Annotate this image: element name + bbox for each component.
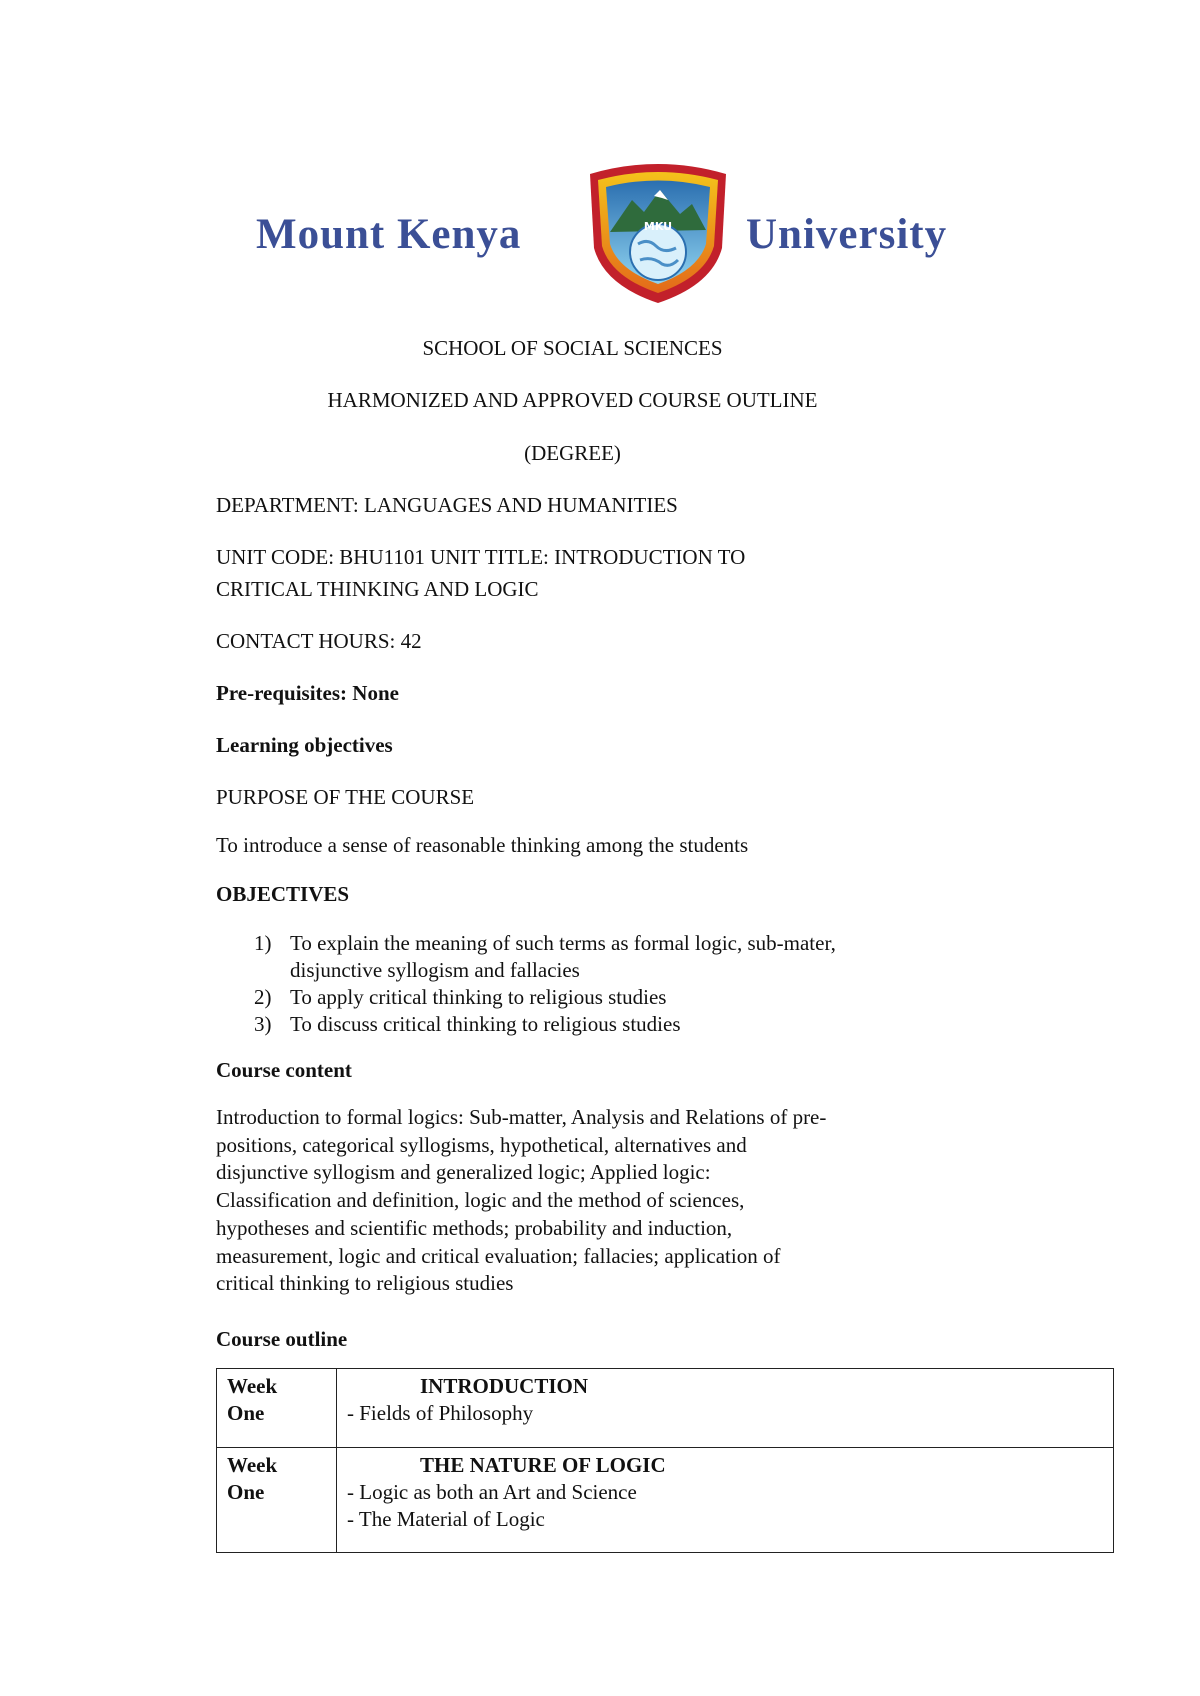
school-name: SCHOOL OF SOCIAL SCIENCES [422,336,723,360]
contact-hours-label: CONTACT HOURS: [216,629,401,653]
list-number: 3) [254,1012,272,1036]
content-line: critical thinking to religious studies [216,1271,514,1296]
purpose-text: To introduce a sense of reasonable thinking among the students [216,833,749,857]
unit-line-1: UNIT CODE: BHU1101 UNIT TITLE: INTRODUCTION TO [216,545,746,569]
university-logo [256,160,992,305]
list-item [254,930,836,984]
prerequisites: Pre-requisites: None [216,681,399,705]
week-label: Week [227,1453,278,1477]
week-label: Week [227,1374,278,1398]
contact-hours-value: 42 [400,629,422,653]
week-number: One [227,1401,265,1425]
contact-hours [216,629,422,654]
content-line: Classification and definition, logic and the method of sciences, [216,1188,745,1213]
table-row [217,1369,1114,1448]
outline-title: HARMONIZED AND APPROVED COURSE OUTLINE [327,388,818,412]
objectives-heading: OBJECTIVES [216,882,350,906]
list-number: 2) [254,985,272,1009]
course-outline-table [216,1368,1114,1553]
degree-level: (DEGREE) [524,441,621,465]
course-content-text [216,1104,936,1298]
content-line: disjunctive syllogism and generalized logic; Applied logic: [216,1160,711,1185]
topic-title: INTRODUCTION [420,1374,589,1398]
topic-item: - Fields of Philosophy [347,1401,534,1425]
topic-item: - The Material of Logic [347,1507,545,1531]
topic-cell [337,1448,1114,1553]
topic-cell [337,1369,1114,1448]
content-line: Introduction to formal logics: Sub-matter, Analysis and Relations of pre- [216,1105,827,1129]
purpose-heading: PURPOSE OF THE COURSE [216,785,475,809]
list-number: 1) [254,931,272,955]
course-outline-heading: Course outline [216,1327,348,1351]
svg-text:MKU: MKU [643,220,673,233]
course-content-heading: Course content [216,1058,352,1082]
week-number: One [227,1480,265,1504]
topic-item: - Logic as both an Art and Science [347,1480,637,1504]
learning-objectives-heading: Learning objectives [216,733,393,757]
list-item [254,1011,836,1038]
unit-line-2: CRITICAL THINKING AND LOGIC [216,577,539,601]
week-cell [217,1448,337,1553]
list-item-text: disjunctive syllogism and fallacies [290,958,580,982]
table-row [217,1448,1114,1553]
list-item [254,984,836,1011]
crest-icon [584,160,732,305]
topic-title: THE NATURE OF LOGIC [420,1453,666,1477]
objectives-list [254,930,836,1038]
department-line: DEPARTMENT: LANGUAGES AND HUMANITIES [216,493,678,517]
list-item-text: To apply critical thinking to religious studies [290,985,667,1009]
content-line: positions, categorical syllogisms, hypothetical, alternatives and [216,1132,747,1157]
list-item-text: To explain the meaning of such terms as formal logic, sub-mater, [290,931,836,955]
logo-left-word: Mount Kenya [256,211,522,258]
list-item-text: To discuss critical thinking to religious studies [290,1012,681,1036]
content-line: hypotheses and scientific methods; probability and induction, [216,1215,733,1240]
content-line: measurement, logic and critical evaluation; fallacies; application of [216,1243,781,1268]
logo-right-word: University [746,211,948,258]
week-cell [217,1369,337,1448]
